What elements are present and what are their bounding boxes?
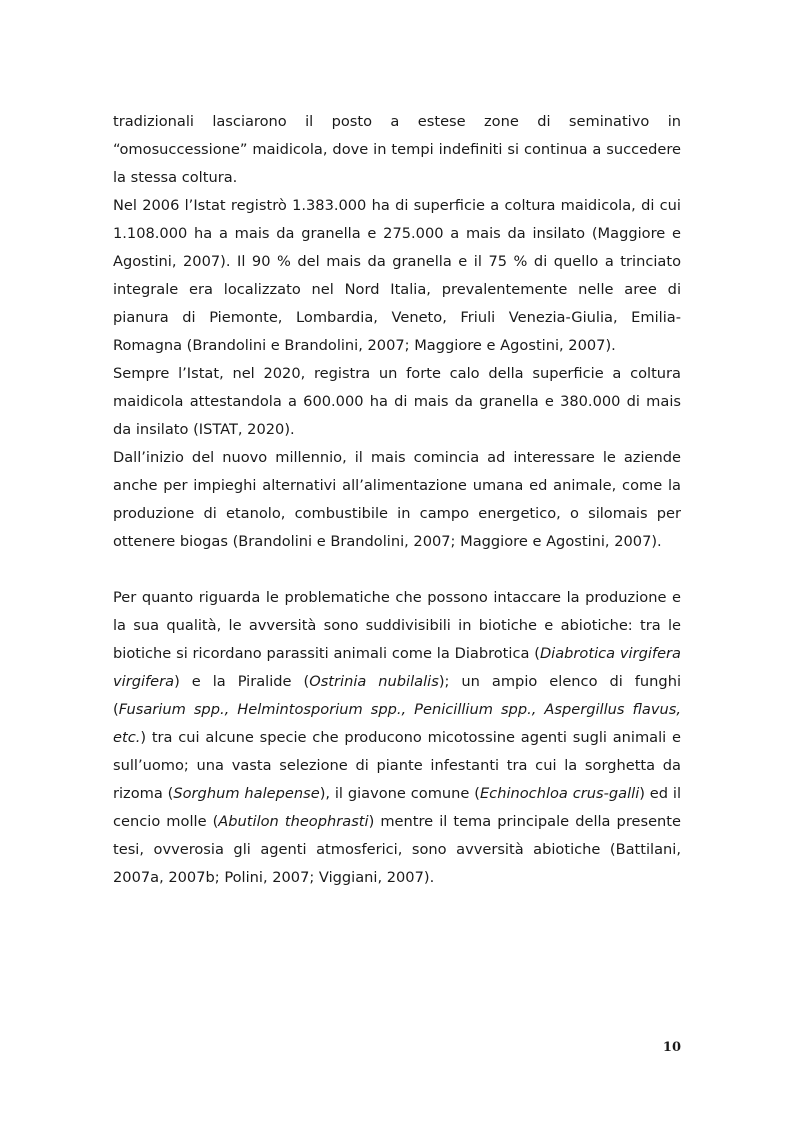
text-run: tradizionali lasciarono il posto a estese zone di seminativo in “omosuccessione” maidicola, dove in tempi indefiniti si continua a succedere la stessa coltura. (113, 113, 681, 186)
text-run: ) mentre il tema principale della presente tesi, ovverosia gli agenti atmosferici, sono avversità abiotiche (Battilani, 2007a, 2007b; Polini, 2007; Viggiani, 2007). (113, 813, 682, 886)
species-name-italic: Echinochloa crus-galli (479, 785, 640, 802)
text-run: ), il giavone comune ( (319, 785, 480, 802)
text-run: ) tra cui alcune specie che producono micotossine agenti sugli animali e sull’uomo; una vasta selezione di piante infestanti tra cui la sorghetta da rizoma ( (113, 729, 681, 802)
page-number: 10 (662, 1040, 681, 1055)
text-run: Per quanto riguarda le problematiche che possono intaccare la produzione e la sua qualità, le avversità sono suddivisibili in biotiche e abiotiche: tra le biotiche si ricordano parassiti animali come la Diabrotica ( (113, 589, 681, 662)
text-run: Dall’inizio del nuovo millennio, il mais comincia ad interessare le aziende anche per impieghi alternativi all’alimentazione umana ed animale, come la produzione di etanolo, combustibile in campo energetico, o silomais per ottenere biogas (Brandolini e Brandolini, 2007; Maggiore e Agostini, 2007). (113, 449, 681, 550)
paragraph-1 (113, 108, 681, 192)
paragraph-2 (113, 192, 681, 360)
text-run: ) ed il cencio molle ( (113, 785, 682, 830)
text-run: Nel 2006 l’Istat registrò 1.383.000 ha di superficie a coltura maidicola, di cui 1.108.000 ha a mais da granella e 275.000 a mais da insilato (Maggiore e Agostini, 2007). Il 90 % del mais da granella e il 75 % di quello a trinciato integrale era localizzato nel Nord Italia, prevalentemente nelle aree di pianura di Piemonte, Lombardia, Veneto, Friuli Venezia-Giulia, Emilia- Romagna (Brandolini e Brandolini, 2007; Maggiore e Agostini, 2007). (113, 197, 681, 354)
species-name-italic: Diabrotica virgifera virgifera (113, 645, 681, 690)
paragraph-5 (113, 584, 681, 892)
species-name-italic: Ostrinia nubilalis (309, 673, 439, 690)
species-name-italic: Sorghum halepense (173, 785, 320, 802)
document-body (113, 108, 681, 892)
paragraph-3 (113, 360, 681, 444)
text-run: Sempre l’Istat, nel 2020, registra un forte calo della superficie a coltura maidicola attestandola a 600.000 ha di mais da granella e 380.000 di mais da insilato (ISTAT, 2020). (113, 365, 681, 438)
text-run: ) e la Piralide ( (174, 673, 310, 690)
text-run: ); un ampio elenco di funghi ( (113, 673, 681, 718)
species-name-italic: Fusarium spp., Helmintosporium spp., Penicillium spp., Aspergillus flavus, etc. (113, 701, 681, 746)
paragraph-4 (113, 444, 681, 556)
species-name-italic: Abutilon theophrasti (218, 813, 369, 830)
